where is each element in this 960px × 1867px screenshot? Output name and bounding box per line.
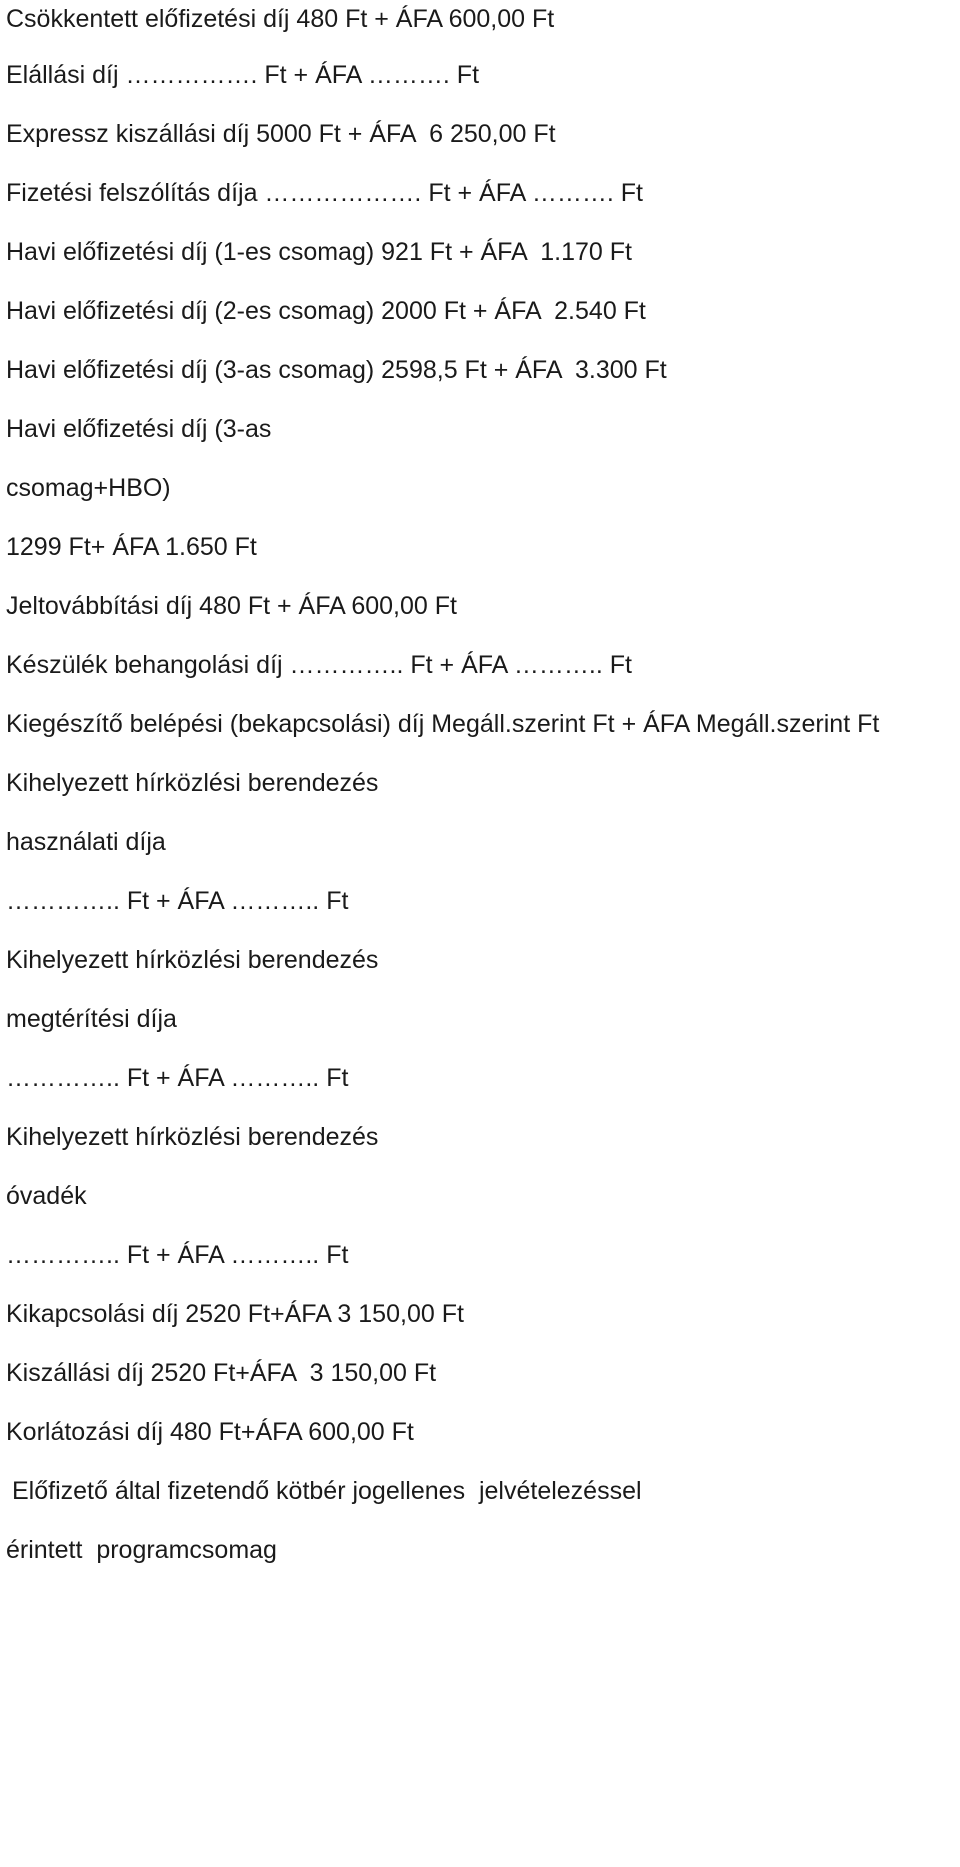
fee-line-equipment-deposit-a: Kihelyezett hírközlési berendezés xyxy=(6,1123,379,1151)
fee-line-monthly-package-3-hbo-price: 1299 Ft+ ÁFA 1.650 Ft xyxy=(6,533,257,561)
fee-line-monthly-package-3-hbo-b: csomag+HBO) xyxy=(6,474,171,502)
fee-line-restriction: Korlátozási díj 480 Ft+ÁFA 600,00 Ft xyxy=(6,1418,414,1446)
fee-line-reduced-subscription: Csökkentett előfizetési díj 480 Ft + ÁFA 600,00 Ft xyxy=(6,5,555,33)
fee-line-monthly-package-2: Havi előfizetési díj (2-es csomag) 2000 Ft + ÁFA 2.540 Ft xyxy=(6,297,646,325)
fee-line-monthly-package-1: Havi előfizetési díj (1-es csomag) 921 Ft + ÁFA 1.170 Ft xyxy=(6,238,632,266)
fee-line-monthly-package-3: Havi előfizetési díj (3-as csomag) 2598,5 Ft + ÁFA 3.300 Ft xyxy=(6,356,667,384)
fee-line-penalty-a: Előfizető által fizetendő kötbér jogellenes jelvételezéssel xyxy=(12,1477,642,1505)
fee-line-equipment-deposit-b: óvadék xyxy=(6,1182,87,1210)
fee-line-equipment-usage-a: Kihelyezett hírközlési berendezés xyxy=(6,769,379,797)
fee-line-equipment-deposit-price: ………….. Ft + ÁFA ……….. Ft xyxy=(6,1241,349,1269)
fee-line-equipment-usage-b: használati díja xyxy=(6,828,166,856)
fee-line-payment-reminder: Fizetési felszólítás díja ………………. Ft + ÁFA ………. Ft xyxy=(6,179,643,207)
fee-line-device-tuning: Készülék behangolási díj ………….. Ft + ÁFA ……….. Ft xyxy=(6,651,632,679)
fee-line-supplementary-activation: Kiegészítő belépési (bekapcsolási) díj Megáll.szerint Ft + ÁFA Megáll.szerint Ft xyxy=(6,710,880,738)
fee-line-signal-forwarding: Jeltovábbítási díj 480 Ft + ÁFA 600,00 Ft xyxy=(6,592,457,620)
fee-line-disconnection: Kikapcsolási díj 2520 Ft+ÁFA 3 150,00 Ft xyxy=(6,1300,464,1328)
fee-line-equipment-compensation-price: ………….. Ft + ÁFA ……….. Ft xyxy=(6,1064,349,1092)
fee-line-equipment-usage-price: ………….. Ft + ÁFA ……….. Ft xyxy=(6,887,349,915)
fee-line-penalty-b: érintett programcsomag xyxy=(6,1536,277,1564)
fee-line-equipment-compensation-b: megtérítési díja xyxy=(6,1005,177,1033)
fee-line-call-out: Kiszállási díj 2520 Ft+ÁFA 3 150,00 Ft xyxy=(6,1359,437,1387)
fee-line-monthly-package-3-hbo-a: Havi előfizetési díj (3-as xyxy=(6,415,272,443)
fee-line-express-delivery: Expressz kiszállási díj 5000 Ft + ÁFA 6 250,00 Ft xyxy=(6,120,556,148)
fee-line-equipment-compensation-a: Kihelyezett hírközlési berendezés xyxy=(6,946,379,974)
fee-line-withdrawal: Elállási díj ……………. Ft + ÁFA ………. Ft xyxy=(6,61,480,89)
